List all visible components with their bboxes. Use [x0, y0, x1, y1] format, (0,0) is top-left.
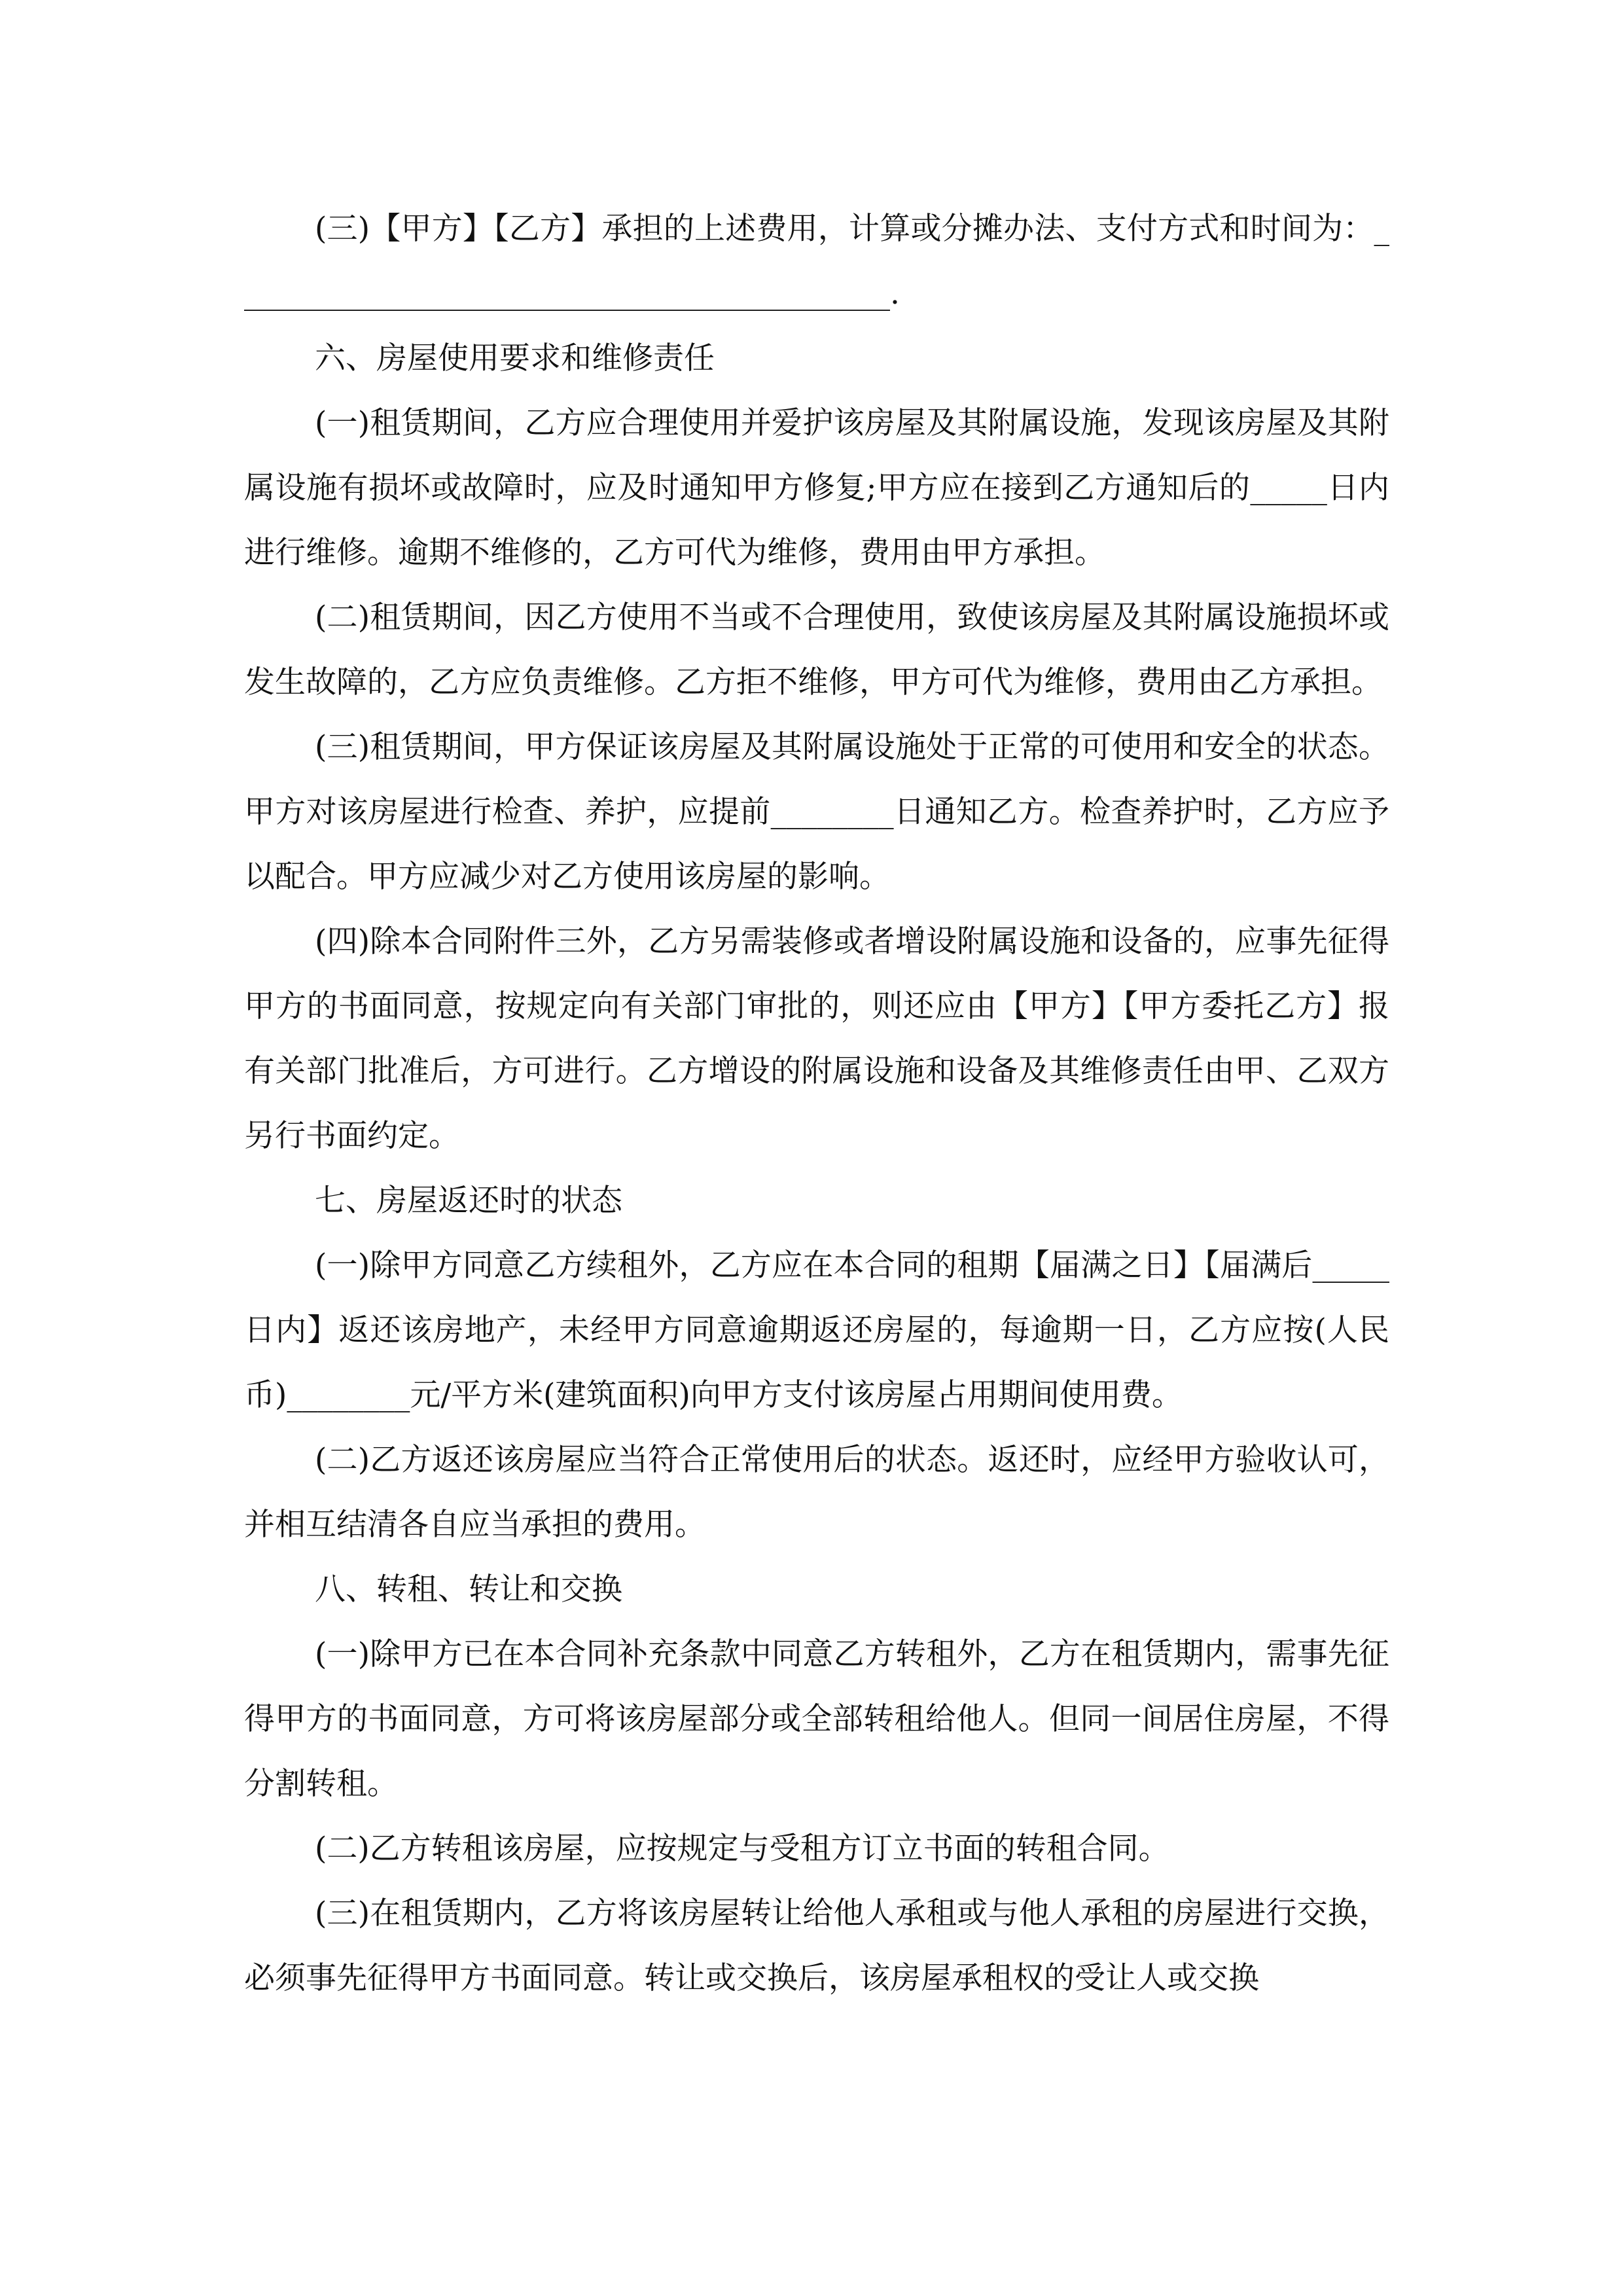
clause-8-2: (二)乙方转租该房屋，应按规定与受租方订立书面的转租合同。 [315, 1831, 1169, 1867]
document-body [244, 196, 1389, 2011]
clause-6-2: (二)租赁期间，因乙方使用不当或不合理使用，致使该房屋及其附属设施损坏或发生故障的，乙方应负责维修。乙方拒不维修，甲方可代为维修，费用由乙方承担。 [244, 600, 1389, 700]
clause-7-2: (二)乙方返还该房屋应当符合正常使用后的状态。返还时，应经甲方验收认可，并相互结清各自应当承担的费用。 [244, 1442, 1389, 1543]
clause-8-3: (三)在租赁期内，乙方将该房屋转让给他人承租或与他人承租的房屋进行交换，必须事先征得甲方书面同意。转让或交换后，该房屋承租权的受让人或交换 [244, 1895, 1389, 1996]
section-heading-6: 六、房屋使用要求和维修责任 [315, 340, 715, 376]
section-heading-7: 七、房屋返还时的状态 [315, 1183, 622, 1219]
section-heading-8: 八、转租、转让和交换 [315, 1571, 622, 1607]
clause-fee-sharing: (三)【甲方】【乙方】承担的上述费用，计算或分摊办法、支付方式和时间为：___________________________________________. [244, 211, 1389, 312]
clause-6-4: (四)除本合同附件三外，乙方另需装修或者增设附属设施和设备的，应事先征得甲方的书面同意，按规定向有关部门审批的，则还应由【甲方】【甲方委托乙方】报有关部门批准后，方可进行。乙方增设的附属设施和设备及其维修责任由甲、乙双方另行书面约定。 [244, 924, 1389, 1154]
clause-6-3: (三)租赁期间，甲方保证该房屋及其附属设施处于正常的可使用和安全的状态。甲方对该房屋进行检查、养护，应提前________日通知乙方。检查养护时，乙方应予以配合。甲方应减少对乙方使用该房屋的影响。 [244, 729, 1389, 895]
clause-6-1: (一)租赁期间，乙方应合理使用并爱护该房屋及其附属设施，发现该房屋及其附属设施有损坏或故障时，应及时通知甲方修复;甲方应在接到乙方通知后的_____日内进行维修。逾期不维修的，乙方可代为维修，费用由甲方承担。 [244, 405, 1389, 571]
clause-7-1: (一)除甲方同意乙方续租外，乙方应在本合同的租期【届满之日】【届满后_____日内】返还该房地产，未经甲方同意逾期返还房屋的，每逾期一日，乙方应按(人民币)________元/平方米(建筑面积)向甲方支付该房屋占用期间使用费。 [244, 1247, 1389, 1413]
clause-8-1: (一)除甲方已在本合同补充条款中同意乙方转租外，乙方在租赁期内，需事先征得甲方的书面同意，方可将该房屋部分或全部转租给他人。但同一间居住房屋，不得分割转租。 [244, 1636, 1389, 1802]
